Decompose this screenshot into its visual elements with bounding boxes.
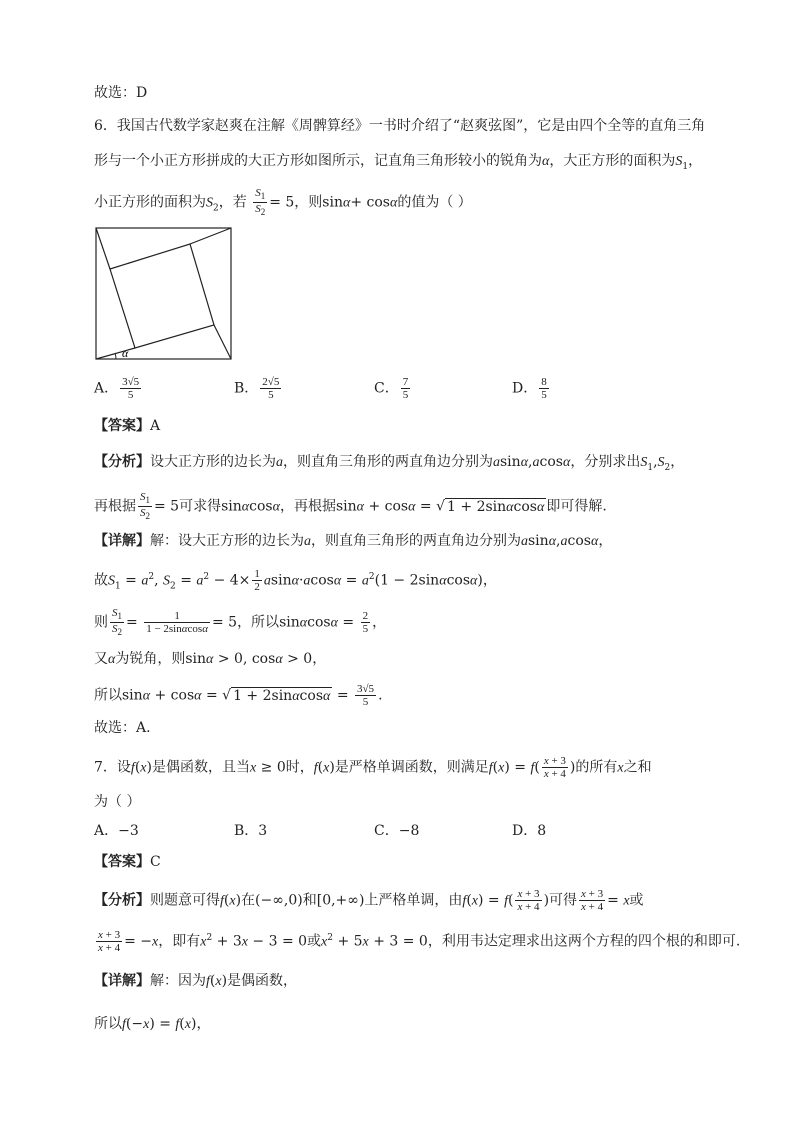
q6-detail-3: 则 $\frac{S_1}{S_2}$ = $\frac{1}{1 - 2\sin\alpha\cos\alpha}$ = 5，所以sinαcosα = $\frac{2}{5}$ ，: [94, 607, 387, 638]
q6-analysis-1: 【分析】设大正方形的边长为a，则直角三角形的两直角边分别为asinα,acosα，分别求出$S_1,S_2$，: [94, 454, 685, 473]
q6-line3-b: ，若: [218, 194, 247, 211]
q7-analysis-1: 【分析】则题意可得f(x)在(−∞,0)和[0,+∞)上严格单调，由f(x) = f( $\frac{x + 3}{x + 4}$ )可得 $\frac{x + 3}{x + 4}$ = x或: [94, 888, 644, 913]
q7-options: [94, 822, 546, 840]
q6-option-d[interactable]: D． $\frac{8}{5}$: [512, 376, 547, 401]
alpha-label: α: [122, 346, 129, 360]
q7-line2: 为（ ）: [94, 794, 141, 810]
q6-analysis-2: 再根据 $\frac{S_1}{S_2}$ = 5可求得sinαcosα，再根据sinα + cosα = √ 1 + 2sinαcosα 即可得解.: [94, 491, 607, 522]
q6-line2: 形与一个小正方形拼成的大正方形如图所示，记直角三角形较小的锐角为α，大正方形的面积为$S_1$，: [94, 153, 703, 172]
q6-option-c[interactable]: C． $\frac{7}{5}$: [374, 376, 409, 401]
q7-option-b[interactable]: B．3: [234, 823, 268, 839]
q6-line3-c: ，则: [294, 194, 323, 211]
q6-line3-a: 小正方形的面积为: [94, 194, 206, 211]
q6-line3: 小正方形的面积为$S_2$，若 $\frac{S_1}{S_2}$ = 5，则sinα+ cosα的值为（ ）: [94, 187, 472, 218]
inner-square: [110, 244, 214, 348]
q6-line1: 6．我国古代数学家赵爽在注解《周髀算经》一书时介绍了“赵爽弦图”，它是由四个全等的直角三角: [94, 118, 706, 134]
q7-option-d[interactable]: D．8: [512, 823, 547, 839]
q6-detail-1: 【详解】解：设大正方形的边长为a，则直角三角形的两直角边分别为asinα,acosα，: [94, 533, 613, 549]
q6-detail-2: 故$S_1 = a^2$, $S_2 = a^2 - 4\times$ $\frac{1}{2}$ $asin\alpha\cdot acos\alpha = a^2(1 - 2\sin\alpha\cos\alpha)$，: [94, 568, 497, 594]
q7-option-c[interactable]: C．−8: [374, 823, 420, 839]
q6-detail-4: 又α为锐角，则sinα > 0, cosα > 0，: [94, 651, 327, 667]
q7-detail-2: 所以f(−x) = f(x)，: [94, 1016, 211, 1032]
q6-final: 故选：A.: [94, 720, 151, 736]
q6-line2-a: 形与一个小正方形拼成的大正方形如图所示，记直角三角形较小的锐角为: [94, 153, 542, 169]
q6-option-b[interactable]: B． $\frac{2√5}{5}$: [234, 376, 280, 401]
zhao-shuang-figure: [94, 226, 234, 362]
q6-detail-5: 所以sinα + cosα = √ 1 + 2sinαcosα = $\frac{3√5}{5}$ .: [94, 683, 383, 708]
q7-option-a[interactable]: A．−3: [94, 823, 139, 839]
q6-answer: 【答案】A: [94, 418, 161, 434]
divider-1: [96, 228, 110, 269]
prev-answer: 故选：D: [94, 85, 148, 101]
q6-line2-b: ，大正方形的面积为: [549, 153, 676, 169]
q6-options: [94, 376, 551, 401]
q7-line1: 7．设f(x)是偶函数，且当x ≥ 0时，f(x)是严格单调函数，则满足f(x) = f( $\frac{x + 3}{x + 4}$ )的所有x之和: [94, 755, 652, 780]
q6-line3-d: 的值为（ ）: [397, 194, 472, 211]
q6-option-a[interactable]: A． $\frac{3√5}{5}$: [94, 376, 140, 401]
q7-analysis-2: $\frac{x + 3}{x + 4}$ = −x，即有$x^2 + 3x - 3 = 0$或$x^2 + 5x + 3 = 0$，利用韦达定理求出这两个方程的四个根的和即可.: [98, 929, 741, 955]
q7-answer: 【答案】C: [94, 854, 161, 870]
divider-3: [214, 325, 231, 359]
q7-detail-1: 【详解】解：因为f(x)是偶函数，: [94, 973, 298, 989]
divider-2: [190, 228, 231, 244]
